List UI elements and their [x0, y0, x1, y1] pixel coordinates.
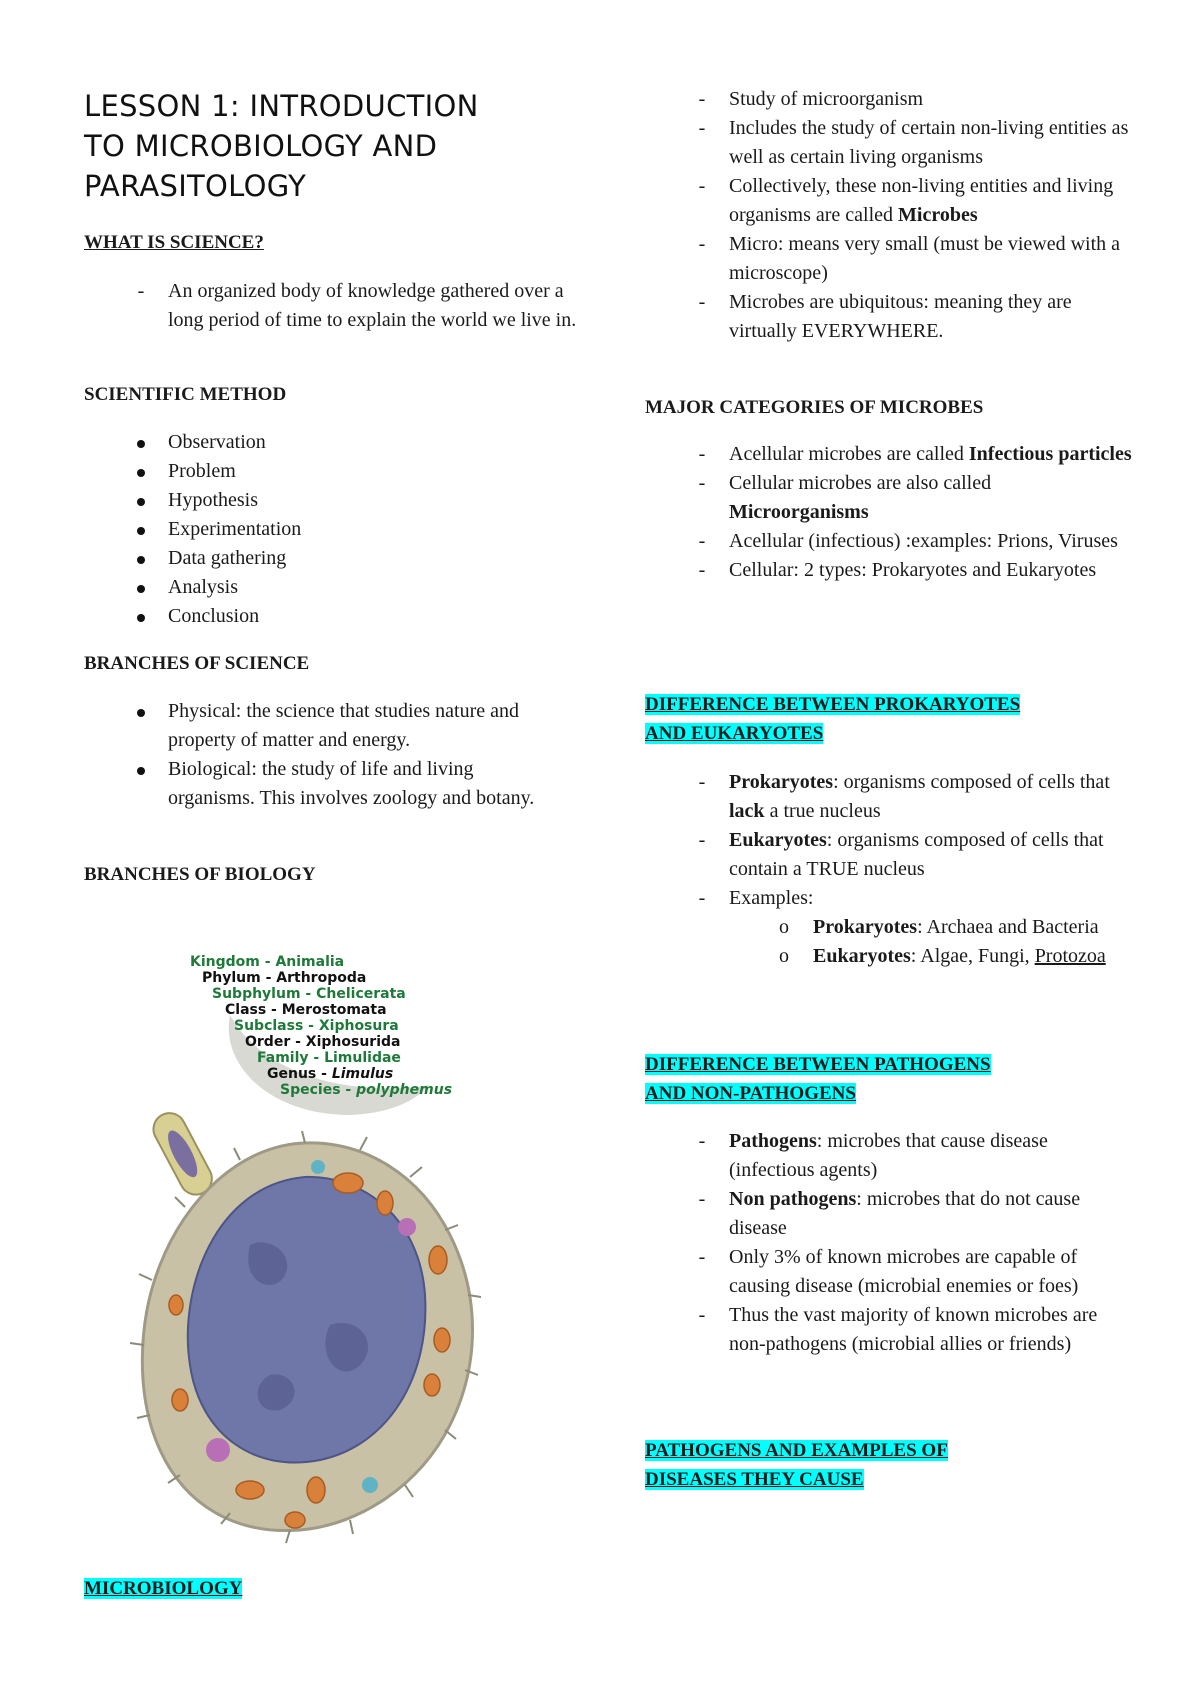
vesicle — [311, 1160, 325, 1174]
list-item: - Cellular microbes are also called Microorganisms — [698, 472, 992, 523]
title-line: PARASITOLOGY — [84, 169, 307, 203]
taxonomy-family: Family - Limulidae — [257, 1050, 401, 1066]
bullet-icon — [137, 498, 145, 506]
examples-sublist — [729, 913, 1135, 971]
list-item: o Eukaryotes: Algae, Fungi, Protozoa — [779, 945, 1106, 967]
page-title — [84, 86, 604, 206]
taxonomy-kingdom: Kingdom - Animalia — [190, 954, 345, 970]
cell-figure — [120, 945, 490, 1555]
heading-major-categories: MAJOR CATEGORIES OF MICROBES — [645, 397, 984, 418]
what-is-science-list — [84, 277, 584, 335]
bullet-icon — [137, 440, 145, 448]
taxonomy-class: Class - Merostomata — [225, 1002, 387, 1018]
list-item: Problem — [84, 457, 584, 486]
list-item: - Eukaryotes: organisms composed of cells that contain a TRUE nucleus — [698, 829, 1104, 880]
bullet-icon — [137, 709, 145, 717]
list-item: Experimentation — [84, 515, 584, 544]
prok-euk-list — [645, 768, 1135, 971]
list-item: - An organized body of knowledge gathered over a long period of time to explain the world we live in. — [84, 277, 584, 335]
list-item: - Pathogens: microbes that cause disease (infectious agents) — [698, 1130, 1048, 1181]
vesicle — [398, 1218, 416, 1236]
heading-what-is-science: WHAT IS SCIENCE? — [84, 232, 264, 253]
bullet-icon — [137, 527, 145, 535]
taxonomy-genus: Genus - Limulus — [267, 1066, 394, 1082]
pathogens-list — [645, 1127, 1135, 1359]
heading-branches-of-science: BRANCHES OF SCIENCE — [84, 653, 310, 674]
list-item: Biological: the study of life and living organisms. This involves zoology and botany. — [84, 755, 554, 813]
bullet-icon — [137, 614, 145, 622]
taxonomy-species: Species - polyphemus — [280, 1082, 453, 1098]
list-item: - Micro: means very small (must be viewed with a microscope) — [698, 233, 1121, 284]
list-item: Analysis — [84, 573, 584, 602]
vesicle — [206, 1438, 230, 1462]
bacterium-icon — [148, 1107, 218, 1200]
heading-prok-euk: DIFFERENCE BETWEEN PROKARYOTES AND EUKARYOTES — [645, 694, 1021, 744]
list-item: - Acellular (infectious) :examples: Prions, Viruses — [698, 530, 1118, 552]
bullet-icon — [137, 767, 145, 775]
list-item: Observation — [84, 428, 584, 457]
major-categories-list — [645, 440, 1135, 585]
heading-scientific-method: SCIENTIFIC METHOD — [84, 384, 287, 405]
list-item: - Thus the vast majority of known microbes are non-pathogens (microbial allies or friends) — [698, 1304, 1098, 1355]
list-item: o Prokaryotes: Archaea and Bacteria — [779, 916, 1099, 938]
taxonomy-subclass: Subclass - Xiphosura — [234, 1018, 399, 1034]
list-item: - Microbes are ubiquitous: meaning they are virtually EVERYWHERE. — [698, 291, 1072, 342]
list-item: - Includes the study of certain non-living entities as well as certain living organisms — [698, 117, 1129, 168]
list-item: Physical: the science that studies nature and property of matter and energy. — [84, 697, 554, 755]
list-item: - Only 3% of known microbes are capable of causing disease (microbial enemies or foes) — [698, 1246, 1079, 1297]
heading-pathogens: DIFFERENCE BETWEEN PATHOGENS AND NON-PATHOGENS — [645, 1054, 991, 1104]
scientific-method-list — [84, 428, 584, 631]
list-item: - Collectively, these non-living entities and living organisms are called Microbes — [698, 175, 1114, 226]
taxonomy-subphylum: Subphylum - Chelicerata — [212, 986, 406, 1002]
list-item: - Non pathogens: microbes that do not cause disease — [698, 1188, 1081, 1239]
list-item: - Cellular: 2 types: Prokaryotes and Eukaryotes — [698, 559, 1097, 581]
title-line: LESSON 1: INTRODUCTION — [84, 89, 479, 123]
list-item: - Acellular microbes are called Infectious particles — [698, 443, 1132, 465]
bullet-icon — [137, 585, 145, 593]
list-item: - Study of microorganism — [698, 88, 924, 110]
microbiology-list — [645, 85, 1135, 346]
vesicle — [362, 1477, 378, 1493]
dash-marker: - — [137, 280, 145, 302]
heading-diseases: PATHOGENS AND EXAMPLES OF DISEASES THEY CAUSE — [645, 1440, 948, 1490]
heading-branches-of-biology: BRANCHES OF BIOLOGY — [84, 864, 316, 885]
taxonomy-order: Order - Xiphosurida — [245, 1034, 401, 1050]
list-item: Conclusion — [84, 602, 584, 631]
bullet-icon — [137, 469, 145, 477]
list-item: Hypothesis — [84, 486, 584, 515]
heading-microbiology: MICROBIOLOGY — [84, 1578, 243, 1599]
list-item: - Prokaryotes: organisms composed of cells that lack a true nucleus — [698, 771, 1110, 822]
bullet-icon — [137, 556, 145, 564]
title-line: TO MICROBIOLOGY AND — [84, 129, 438, 163]
list-item: Data gathering — [84, 544, 584, 573]
taxonomy-phylum: Phylum - Arthropoda — [202, 970, 367, 986]
list-item: - Examples: o Prokaryotes: Archaea and Bacteria o Eukaryotes: Algae, Fungi, Protozoa — [645, 884, 1135, 971]
branches-of-science-list — [84, 697, 554, 813]
